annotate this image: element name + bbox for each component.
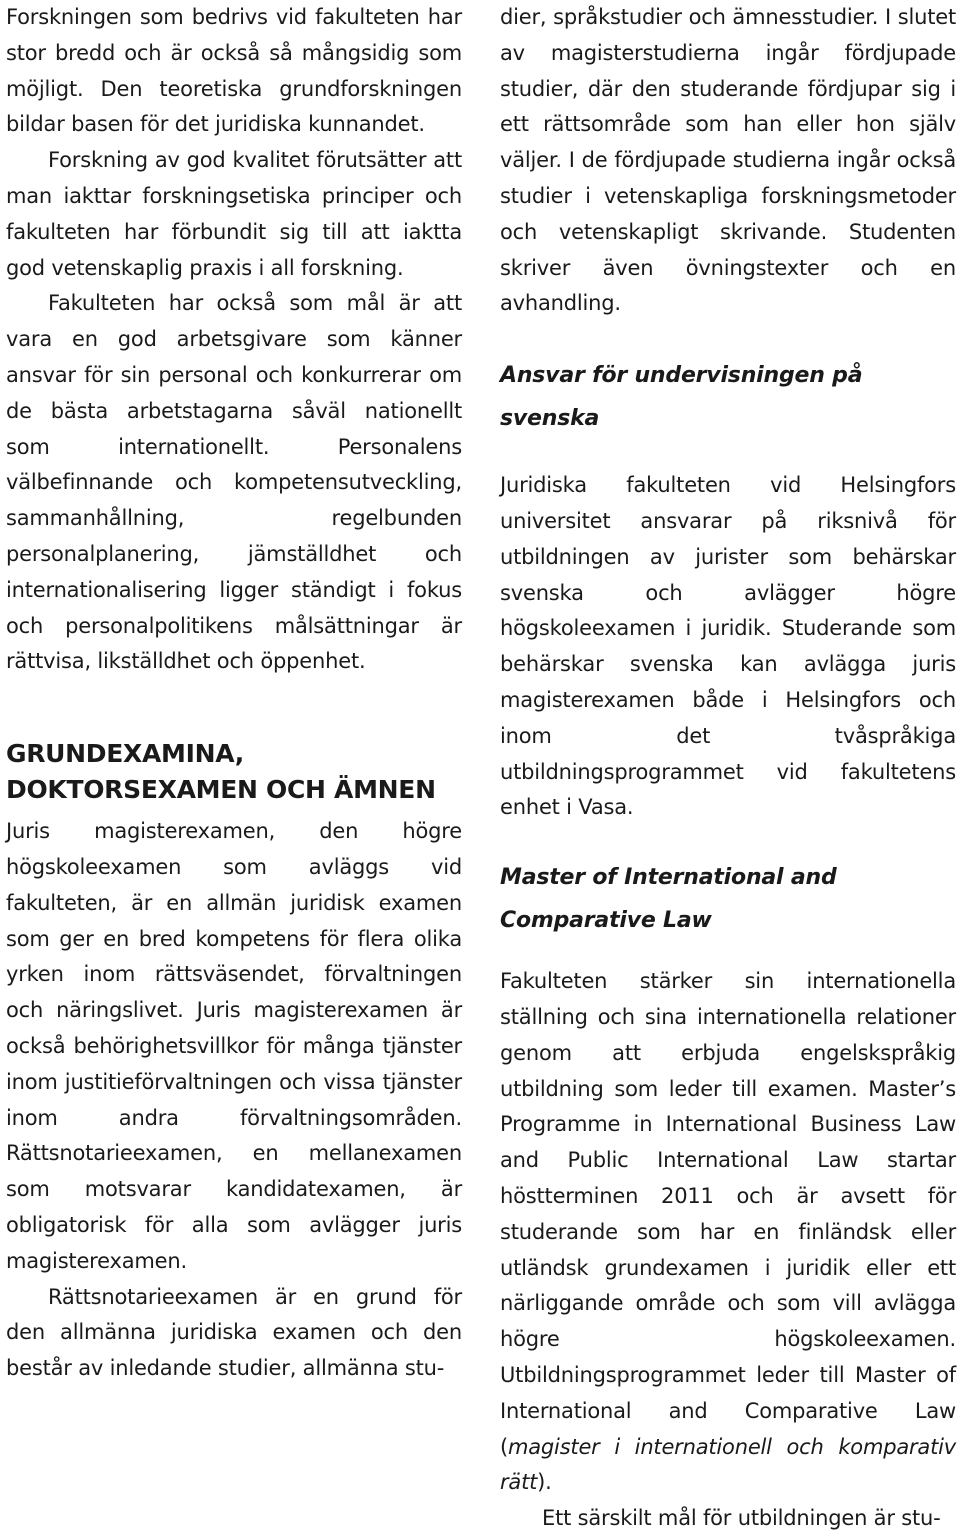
subheading-master-international: Master of International and Comparative Law — [500, 865, 837, 934]
paragraph-studies-continued: dier, språkstudier och ämnesstudier. I slutet av magisterstudierna ingår fördjupade studier, där den studerande fördjupar sig i ett rättsområde som han eller hon själv väljer. I de fördjupade studierna ingår också studier i vetenskapliga forskningsmetoder och vetenskapligt skrivande. Studenten skriver även övningstexter och en avhandling. — [500, 5, 956, 316]
subheading-swedish-teaching: Ansvar för undervisningen på svenska — [500, 363, 863, 432]
spacer — [6, 680, 462, 736]
paragraph-notary-exam: Rättsnotarieexamen är en grund för den allmänna juridiska examen och den består av inledande studier, allmänna stu- — [6, 1284, 462, 1381]
left-column — [6, 0, 462, 1387]
paragraph-research-breadth: Forskningen som bedrivs vid fakulteten har stor bredd och är också så mångsidig som möjligt. Den teoretiska grundforskningen bildar basen för det juridiska kunnandet. — [6, 5, 462, 137]
programme-text-end: ). — [537, 1470, 552, 1495]
spacer — [500, 322, 956, 354]
paragraph-research-quality: Forskning av god kvalitet förutsätter att man iakttar forskningsetiska principer och fakulteten har förbundit sig till att iaktta god vetenskaplig praxis i all forskning. — [6, 148, 462, 280]
spacer — [500, 440, 956, 468]
paragraph-swedish-responsibility: Juridiska fakulteten vid Helsingfors universitet ansvarar på riksnivå för utbildningen av jurister som behärskar svenska och avlägger högre högskoleexamen i juridik. Studerande som behärskar svenska kan avlägga juris magisterexamen både i Helsingfors och inom det tvåspråkiga utbildningsprogrammet vid fakultetens enhet i Vasa. — [500, 473, 956, 820]
programme-text-italic: magister i internationell och komparativ rätt — [500, 1434, 956, 1495]
paragraph-masters-degree: Juris magisterexamen, den högre högskoleexamen som avläggs vid fakulteten, är en allmän juridisk examen som ger en bred kompetens för flera olika yrken inom rättsväsendet, förvaltningen och näringslivet. Juris magisterexamen är också behörighetsvillkor för många tjänster inom justitieförvaltningen och vissa tjänster inom andra förvaltningsområden. Rättsnotarieexamen, en mellanexamen som motsvarar kandidatexamen, är obligatorisk för alla som avlägger juris magisterexamen. — [6, 819, 462, 1273]
paragraph-international-programme — [500, 964, 956, 1501]
spacer — [500, 826, 956, 856]
right-column — [500, 0, 956, 1537]
programme-text: Fakulteten stärker sin internationella ställning och sina internationella relationer genom att erbjuda engelskspråkig utbildning som leder till examen. Master’s Programme in International Business Law and Public International Law startar höstterminen 2011 och är avsett för studerande som har en finländsk eller utländsk grundexamen i juridik eller ett närliggande område och som vill avlägga högre högskoleexamen. Utbildningsprogrammet leder till Master of International and Comparative Law ( — [500, 969, 956, 1459]
paragraph-employer-goals: Fakulteten har också som mål är att vara en god arbetsgivare som känner ansvar för sin personal och konkurrerar om de bästa arbetstagarna såväl nationellt som internationellt. Personalens välbefinnande och kompetensutveckling, sammanhållning, regelbunden personalplanering, jämställdhet och internationalisering ligger ständigt i fokus och personalpolitikens målsättningar är rättvisa, likställdhet och öppenhet. — [6, 291, 462, 674]
section-heading-degrees: GRUNDEXAMINA, DOKTORSEXAMEN OCH ÄMNEN — [6, 739, 436, 805]
paragraph-special-goal: Ett särskilt mål för utbildningen är stu- — [542, 1506, 941, 1531]
spacer — [500, 942, 956, 964]
